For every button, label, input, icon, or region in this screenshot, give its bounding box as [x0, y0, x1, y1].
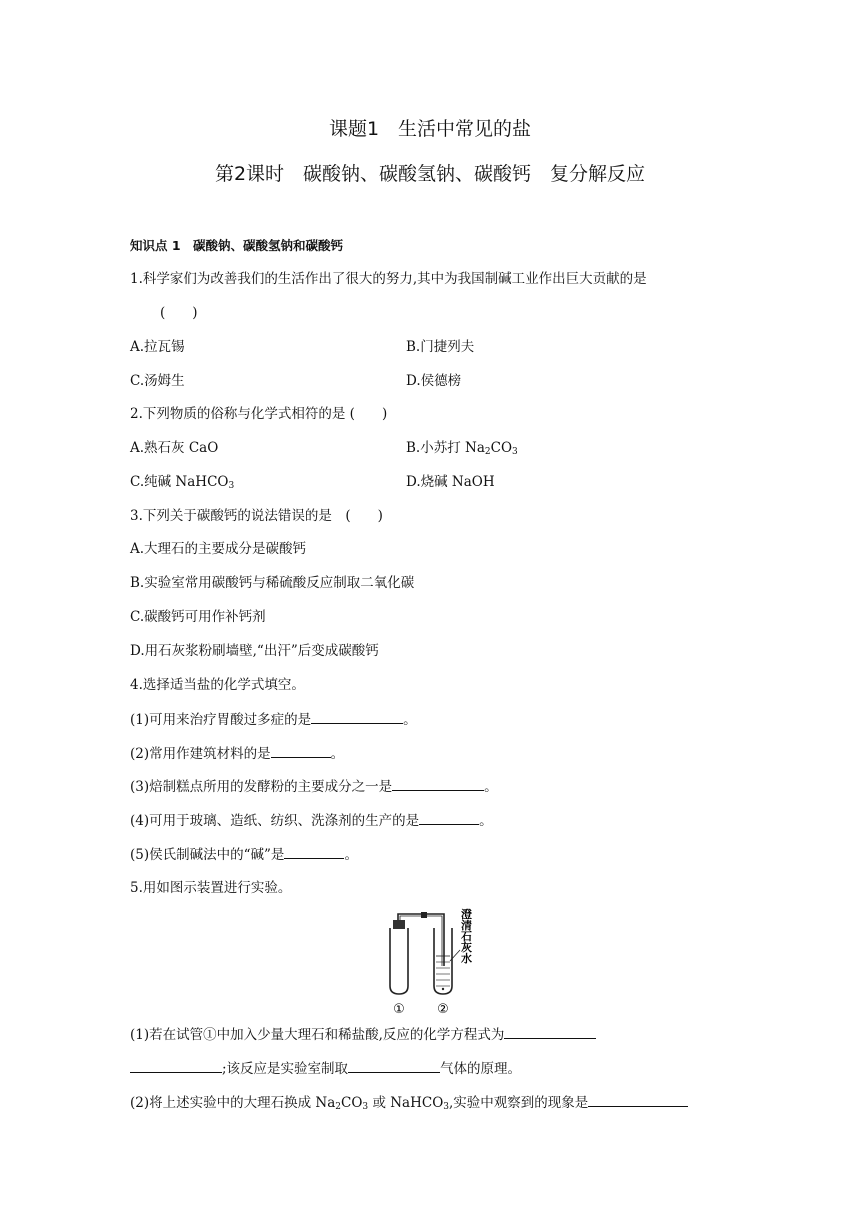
answer-blank[interactable]	[419, 810, 479, 825]
tube-1-label: ①	[393, 1002, 405, 1016]
question-5-part-1-cont: ;该反应是实验室制取 气体的原理。	[130, 1058, 521, 1079]
answer-blank[interactable]	[311, 709, 403, 724]
question-3-option-c: C.碳酸钙可用作补钙剂	[130, 609, 266, 625]
answer-blank[interactable]	[392, 776, 484, 791]
rubber-stopper	[393, 920, 405, 929]
answer-blank[interactable]	[348, 1058, 440, 1073]
rubber-connector	[421, 912, 427, 918]
question-2-stem: 2.下列物质的俗称与化学式相符的是 ( )	[130, 406, 388, 422]
question-1-option-a: A.拉瓦锡	[130, 339, 185, 355]
question-1-bracket: ( )	[160, 305, 198, 321]
question-4-stem: 4.选择适当盐的化学式填空。	[130, 677, 305, 693]
question-4-item-2: (2)常用作建筑材料的是 。	[130, 743, 344, 764]
delivery-tube-inner	[400, 916, 442, 966]
question-2-option-c: C.纯碱 NaHCO$_3$	[130, 474, 235, 491]
question-2-option-a: A.熟石灰 CaO	[130, 440, 219, 456]
question-4-item-5: (5)侯氏制碱法中的“碱”是 。	[130, 844, 358, 865]
test-tube-apparatus-figure	[378, 906, 488, 1016]
question-1-option-c: C.汤姆生	[130, 373, 185, 389]
test-tube-1	[390, 928, 408, 994]
answer-blank[interactable]	[504, 1024, 596, 1039]
section-heading: 知识点 1 碳酸钠、碳酸氢钠和碳酸钙	[130, 238, 344, 253]
question-2-option-d: D.烧碱 NaOH	[406, 474, 495, 490]
answer-blank[interactable]	[271, 743, 331, 758]
answer-blank[interactable]	[130, 1058, 222, 1073]
question-2-option-b: B.小苏打 $Na_2CO_3$	[406, 440, 518, 457]
question-3-option-b: B.实验室常用碳酸钙与稀硫酸反应制取二氧化碳	[130, 575, 415, 591]
question-3-option-d: D.用石灰浆粉刷墙壁,“出汗”后变成碳酸钙	[130, 643, 379, 659]
question-5-part-2: (2)将上述实验中的大理石换成 $Na_2CO_3$ 或 NaHCO$_3$,实验中观察到的现象是	[130, 1092, 688, 1117]
question-3-option-a: A.大理石的主要成分是碳酸钙	[130, 541, 307, 557]
test-tube-2	[434, 928, 452, 994]
page-subtitle: 第2课时 碳酸钠、碳酸氢钠、碳酸钙 复分解反应	[214, 163, 646, 185]
limewater-label: 澄清石灰水	[459, 908, 473, 964]
question-5-part-1: (1)若在试管①中加入少量大理石和稀盐酸,反应的化学方程式为	[130, 1024, 596, 1045]
question-4-item-1: (1)可用来治疗胃酸过多症的是 。	[130, 709, 417, 730]
question-5-stem: 5.用如图示装置进行实验。	[130, 880, 292, 896]
question-1-option-d: D.侯德榜	[406, 373, 462, 389]
question-1-option-b: B.门捷列夫	[406, 339, 475, 355]
question-4-item-3: (3)焙制糕点所用的发酵粉的主要成分之一是 。	[130, 776, 498, 797]
question-4-item-4: (4)可用于玻璃、造纸、纺织、洗涤剂的生产的是 。	[130, 810, 493, 831]
tube-2-label: ②	[437, 1002, 449, 1016]
answer-blank[interactable]	[588, 1092, 688, 1107]
page-title: 课题1 生活中常见的盐	[328, 118, 532, 140]
question-3-stem: 3.下列关于碳酸钙的说法错误的是 ( )	[130, 508, 383, 524]
question-1-stem: 1.科学家们为改善我们的生活作出了很大的努力,其中为我国制碱工业作出巨大贡献的是	[130, 271, 647, 287]
answer-blank[interactable]	[284, 844, 344, 859]
